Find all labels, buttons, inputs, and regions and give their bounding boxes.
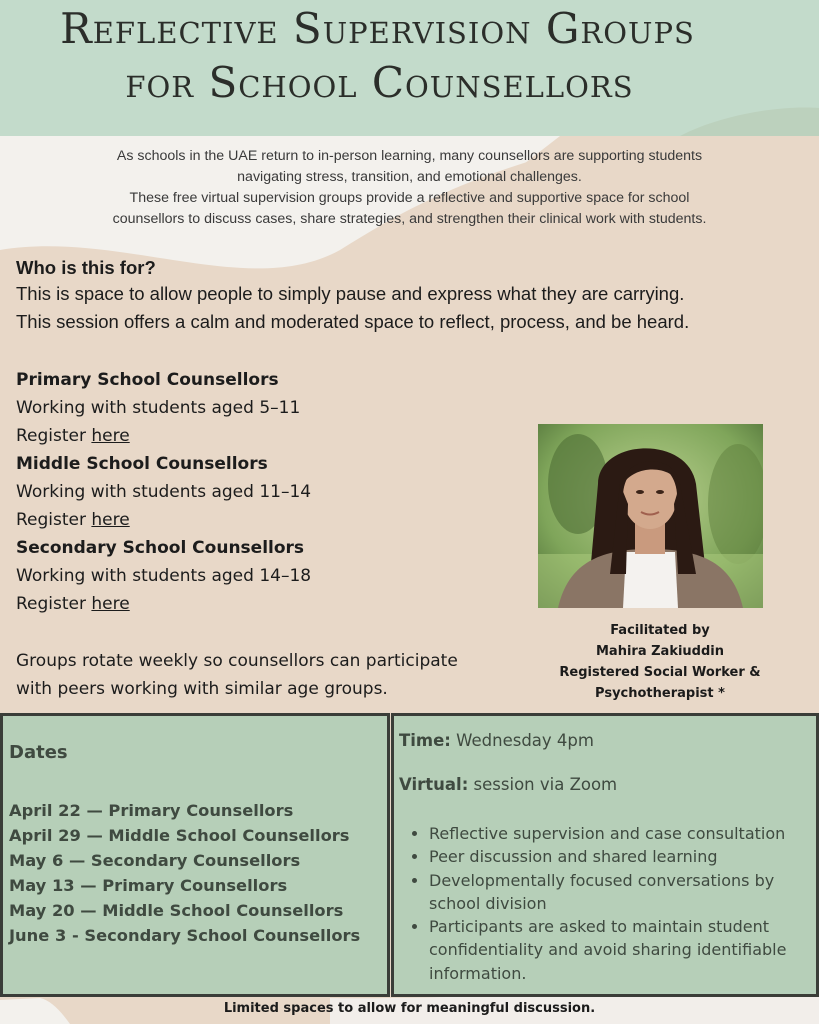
who-heading: Who is this for? xyxy=(16,257,156,278)
date-item: April 22 — Primary Counsellors xyxy=(9,801,294,820)
group-title: Secondary School Counsellors xyxy=(16,538,305,558)
time-value: Wednesday 4pm xyxy=(450,731,594,750)
dates-list xyxy=(9,798,360,948)
bullet-item: • Peer discussion and shared learning xyxy=(429,845,799,868)
details-cell xyxy=(391,713,819,997)
group-primary xyxy=(16,366,311,450)
facilitator-role: Registered Social Worker & xyxy=(559,665,761,680)
date-item: May 13 — Primary Counsellors xyxy=(9,876,288,895)
register-link-primary[interactable]: here xyxy=(91,426,130,446)
header-banner xyxy=(0,0,819,136)
intro-line: counsellors to discuss cases, share strategies, and strengthen their clinical work with students. xyxy=(112,211,707,227)
register-link-secondary[interactable]: here xyxy=(91,594,130,614)
bullet-item: • Developmentally focused conversations by school division xyxy=(429,869,799,916)
register-label: Register xyxy=(16,594,92,614)
group-title: Primary School Counsellors xyxy=(16,370,279,390)
session-bullets xyxy=(399,822,799,985)
date-item: April 29 — Middle School Counsellors xyxy=(9,826,350,845)
group-secondary xyxy=(16,534,311,618)
facilitated-by-label: Facilitated by xyxy=(610,623,710,638)
group-register xyxy=(16,590,311,618)
rotation-line: with peers working with similar age groups. xyxy=(16,679,388,699)
intro-line: navigating stress, transition, and emotional challenges. xyxy=(237,169,582,185)
group-title: Middle School Counsellors xyxy=(16,454,268,474)
time-label: Time: xyxy=(399,731,451,750)
bullet-item: • Participants are asked to maintain student confidentiality and avoid sharing identifiable information. xyxy=(429,915,799,985)
group-ages: Working with students aged 11–14 xyxy=(16,482,312,502)
session-info xyxy=(399,730,799,985)
facilitator-photo xyxy=(538,424,763,608)
register-link-middle[interactable]: here xyxy=(91,510,130,530)
date-item: June 3 - Secondary School Counsellors xyxy=(9,926,361,945)
who-line: This is space to allow people to simply pause and express what they are carrying. xyxy=(16,283,685,304)
facilitator-role: Psychotherapist * xyxy=(595,686,725,701)
intro-text xyxy=(0,146,819,230)
group-ages: Working with students aged 5–11 xyxy=(16,398,301,418)
dates-heading: Dates xyxy=(9,742,68,763)
register-label: Register xyxy=(16,426,92,446)
time-row xyxy=(399,730,799,752)
date-item: May 20 — Middle School Counsellors xyxy=(9,901,344,920)
virtual-label: Virtual: xyxy=(399,775,469,794)
facilitator-caption xyxy=(540,620,780,704)
page-title-line-1: Reflective Supervision Groups xyxy=(60,4,695,53)
group-register xyxy=(16,506,311,534)
virtual-value: session via Zoom xyxy=(468,775,618,794)
dates-cell xyxy=(0,713,390,997)
group-register xyxy=(16,422,311,450)
who-section xyxy=(16,256,689,336)
group-middle xyxy=(16,450,311,534)
groups-list xyxy=(16,366,311,618)
intro-line: As schools in the UAE return to in-person learning, many counsellors are supporting students xyxy=(116,148,703,164)
register-label: Register xyxy=(16,510,92,530)
facilitator-name: Mahira Zakiuddin xyxy=(595,644,724,659)
portrait-image xyxy=(538,424,763,608)
rotation-note xyxy=(16,647,458,703)
virtual-row xyxy=(399,774,799,796)
footer-note: Limited spaces to allow for meaningful discussion. xyxy=(223,1001,596,1016)
date-item: May 6 — Secondary Counsellors xyxy=(9,851,301,870)
page-title-line-2: for School Counsellors xyxy=(125,58,634,107)
rotation-line: Groups rotate weekly so counsellors can participate xyxy=(16,651,458,671)
intro-line: These free virtual supervision groups provide a reflective and supportive space for school xyxy=(129,190,690,206)
bullet-item: • Reflective supervision and case consultation xyxy=(429,822,799,845)
group-ages: Working with students aged 14–18 xyxy=(16,566,312,586)
schedule-table xyxy=(0,713,819,997)
who-line: This session offers a calm and moderated space to reflect, process, and be heard. xyxy=(16,311,690,332)
